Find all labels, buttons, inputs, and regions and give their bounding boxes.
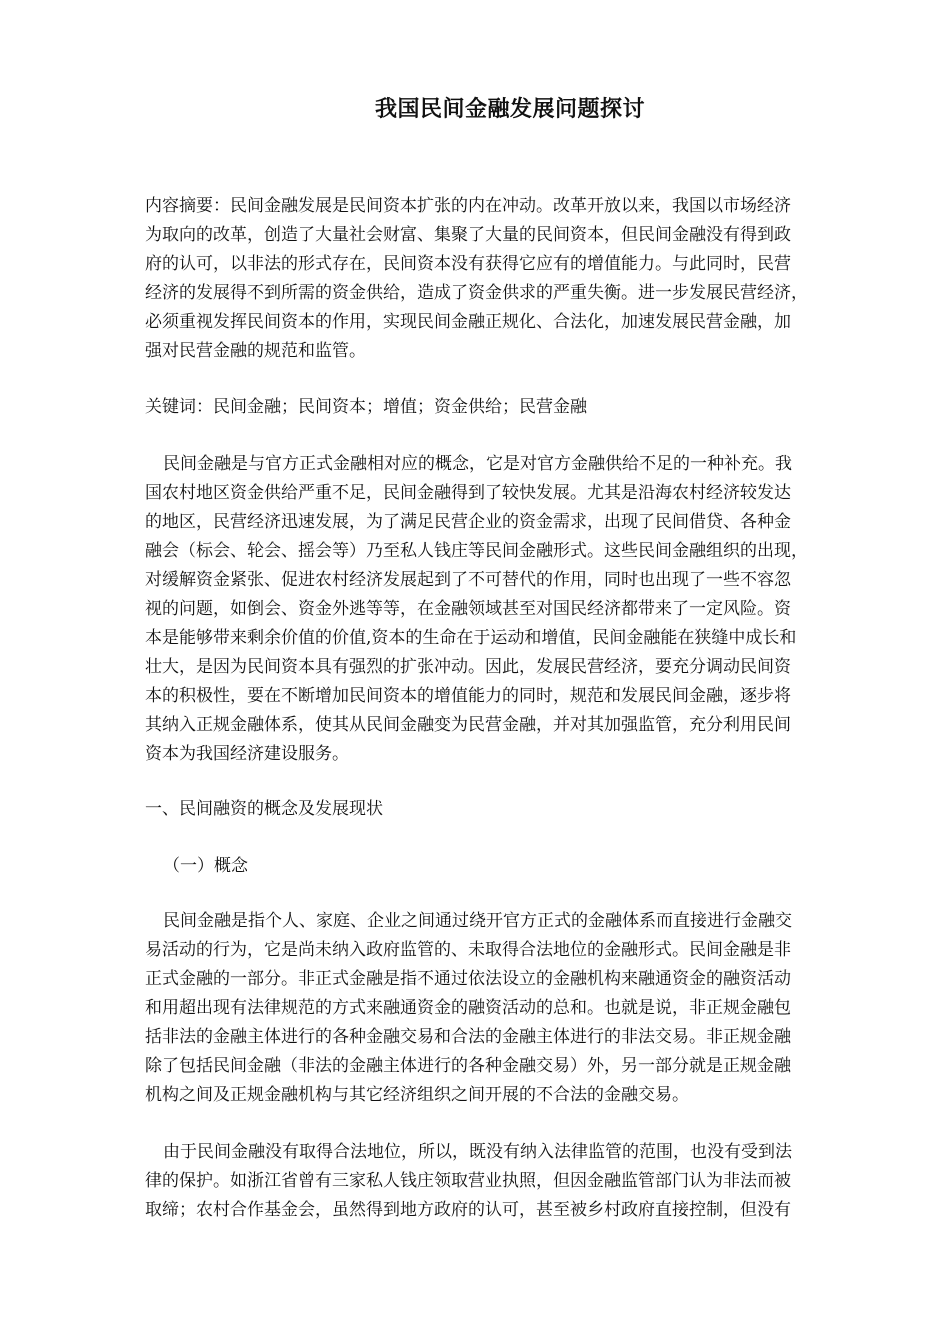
abstract-line: 经济的发展得不到所需的资金供给，造成了资金供求的严重失衡。进一步发展民营经济， — [145, 283, 808, 303]
legal-status-line: 取缔；农村合作基金会，虽然得到地方政府的认可，甚至被乡村政府直接控制，但没有 — [145, 1200, 791, 1220]
keywords-line — [145, 393, 880, 422]
section-heading-text: 一、民间融资的概念及发展现状 — [145, 799, 383, 819]
abstract-line: 强对民营金融的规范和监管。 — [145, 341, 366, 361]
intro-line: 资本为我国经济建设服务。 — [145, 744, 349, 764]
abstract-paragraph — [145, 192, 880, 366]
legal-status-paragraph — [145, 1138, 880, 1225]
intro-line: 壮大，是因为民间资本具有强烈的扩张冲动。因此，发展民营经济，要充分调动民间资 — [145, 657, 791, 677]
intro-line: 本的积极性，要在不断增加民间资本的增值能力的同时，规范和发展民间金融，逐步将 — [145, 686, 791, 706]
definition-line: 和用超出现有法律规范的方式来融通资金的融资活动的总和。也就是说，非正规金融包 — [145, 998, 791, 1018]
definition-paragraph — [145, 907, 880, 1110]
legal-status-line: 由于民间金融没有取得合法地位，所以，既没有纳入法律监管的范围，也没有受到法 — [163, 1142, 792, 1162]
definition-line: 括非法的金融主体进行的各种金融交易和合法的金融主体进行的非法交易。非正规金融 — [145, 1027, 791, 1047]
definition-line: 机构之间及正规金融机构与其它经济组织之间开展的不合法的金融交易。 — [145, 1085, 689, 1105]
intro-line: 国农村地区资金供给严重不足，民间金融得到了较快发展。尤其是沿海农村经济较发达 — [145, 483, 791, 503]
abstract-line: 府的认可，以非法的形式存在，民间资本没有获得它应有的增值能力。与此同时，民营 — [145, 254, 791, 274]
intro-paragraph — [145, 450, 880, 769]
definition-line: 民间金融是指个人、家庭、企业之间通过绕开官方正式的金融体系而直接进行金融交 — [163, 911, 792, 931]
intro-line: 民间金融是与官方正式金融相对应的概念，它是对官方金融供给不足的一种补充。我 — [163, 454, 792, 474]
subsection-heading-text: （一）概念 — [163, 856, 248, 876]
intro-line: 本是能够带来剩余价值的价值,资本的生命在于运动和增值，民间金融能在狭缝中成长和 — [145, 628, 797, 648]
intro-line: 对缓解资金紧张、促进农村经济发展起到了不可替代的作用，同时也出现了一些不容忽 — [145, 570, 791, 590]
subsection-heading — [163, 852, 898, 881]
intro-line: 的地区，民营经济迅速发展，为了满足民营企业的资金需求，出现了民间借贷、各种金 — [145, 512, 791, 532]
intro-line: 视的问题，如倒会、资金外逃等等，在金融领域甚至对国民经济都带来了一定风险。资 — [145, 599, 791, 619]
keywords-text: 关键词：民间金融；民间资本；增值；资金供给；民营金融 — [145, 397, 587, 417]
definition-line: 除了包括民间金融（非法的金融主体进行的各种金融交易）外，另一部分就是正规金融 — [145, 1056, 791, 1076]
section-heading — [145, 795, 880, 824]
abstract-line: 必须重视发挥民间资本的作用，实现民间金融正规化、合法化，加速发展民营金融，加 — [145, 312, 791, 332]
legal-status-line: 律的保护。如浙江省曾有三家私人钱庄领取营业执照，但因金融监管部门认为非法而被 — [145, 1171, 791, 1191]
document-title: 我国民间金融发展问题探讨 — [374, 96, 645, 122]
definition-line: 易活动的行为，它是尚未纳入政府监管的、未取得合法地位的金融形式。民间金融是非 — [145, 940, 791, 960]
definition-line: 正式金融的一部分。非正式金融是指不通过依法设立的金融机构来融通资金的融资活动 — [145, 969, 791, 989]
abstract-line: 内容摘要：民间金融发展是民间资本扩张的内在冲动。改革开放以来，我国以市场经济 — [145, 196, 791, 216]
intro-line: 融会（标会、轮会、摇会等）乃至私人钱庄等民间金融形式。这些民间金融组织的出现， — [145, 541, 808, 561]
abstract-line: 为取向的改革，创造了大量社会财富、集聚了大量的民间资本，但民间金融没有得到政 — [145, 225, 791, 245]
intro-line: 其纳入正规金融体系，使其从民间金融变为民营金融，并对其加强监管，充分利用民间 — [145, 715, 791, 735]
